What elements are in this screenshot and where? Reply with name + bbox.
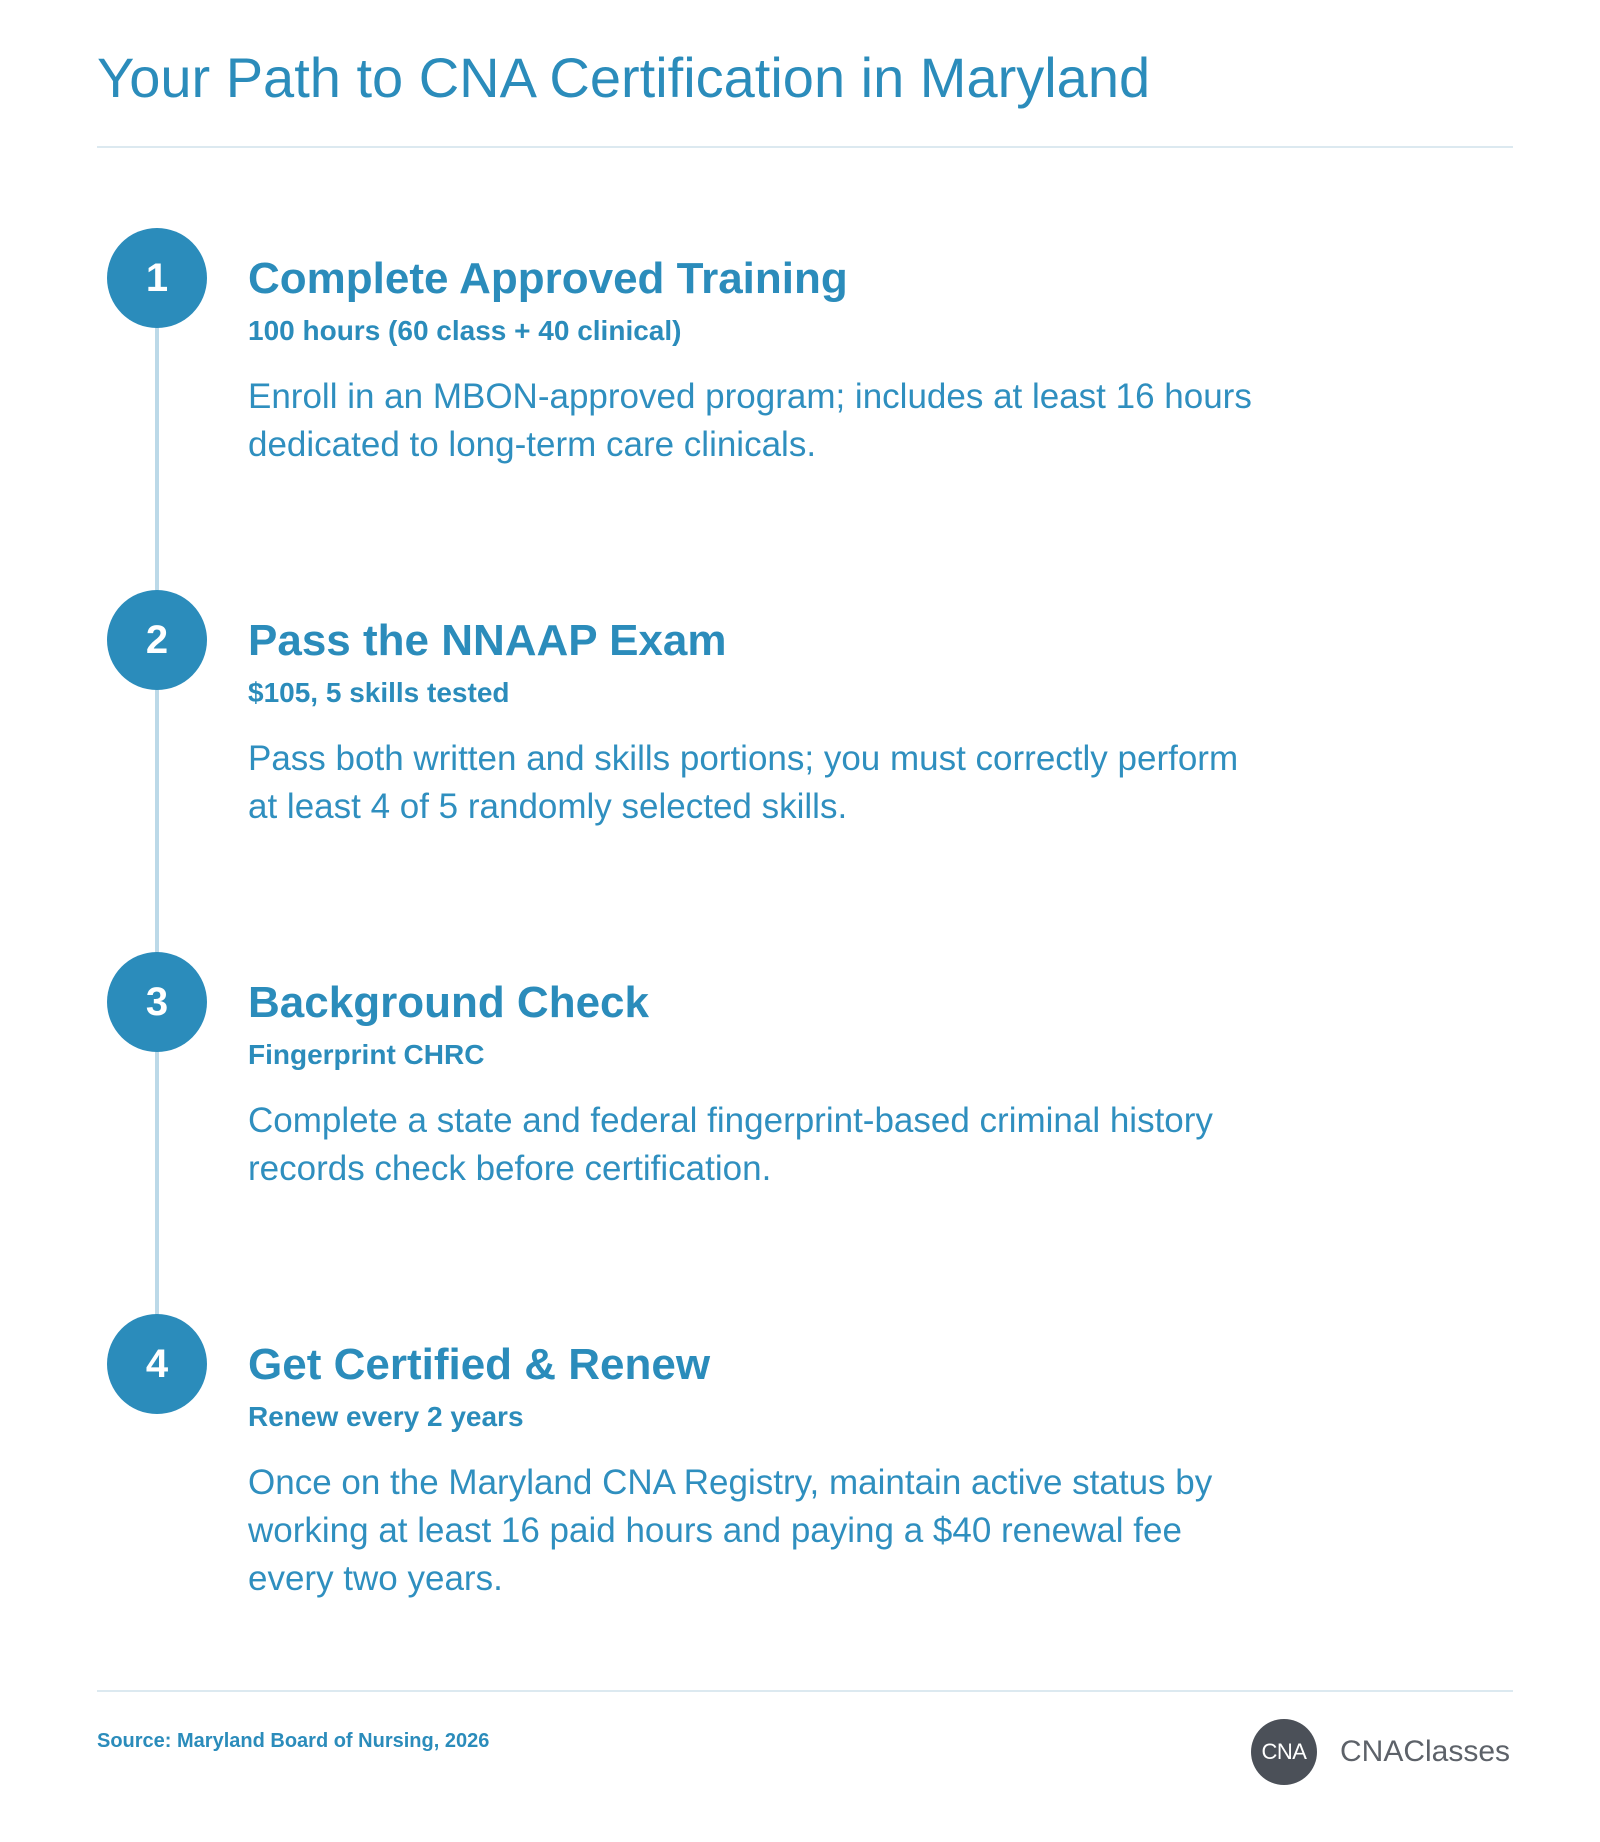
step-2-title: Pass the NNAAP Exam bbox=[248, 616, 727, 665]
page-title: Your Path to CNA Certification in Maryland bbox=[97, 46, 1151, 109]
step-2-description: Pass both written and skills portions; you must correctly perform at least 4 of 5 randomly selected skills. bbox=[248, 739, 1239, 826]
step-4-title: Get Certified & Renew bbox=[248, 1340, 711, 1389]
step-3 bbox=[248, 977, 1278, 1193]
footer-divider bbox=[97, 1690, 1513, 1692]
step-3-number-badge: 3 bbox=[107, 952, 207, 1052]
header-divider bbox=[97, 146, 1513, 148]
step-4-number-badge: 4 bbox=[107, 1314, 207, 1414]
step-1-description: Enroll in an MBON-approved program; includes at least 16 hours dedicated to long-term care clinicals. bbox=[248, 377, 1252, 464]
step-4-description: Once on the Maryland CNA Registry, maintain active status by working at least 16 paid hours and paying a $40 renewal fee every two years. bbox=[248, 1463, 1213, 1598]
step-2-subtitle: $105, 5 skills tested bbox=[248, 677, 510, 708]
cna-logo-icon: CNA bbox=[1251, 1719, 1317, 1785]
timeline-connector bbox=[155, 280, 159, 1340]
step-1-subtitle: 100 hours (60 class + 40 clinical) bbox=[248, 315, 682, 346]
step-1 bbox=[248, 253, 1278, 469]
source-citation: Source: Maryland Board of Nursing, 2026 bbox=[97, 1730, 490, 1752]
step-4-subtitle: Renew every 2 years bbox=[248, 1401, 524, 1432]
step-2 bbox=[248, 615, 1278, 831]
step-3-title: Background Check bbox=[248, 978, 649, 1027]
step-3-description: Complete a state and federal fingerprint-based criminal history records check before certification. bbox=[248, 1101, 1213, 1188]
brand-name: CNAClasses bbox=[1340, 1735, 1511, 1768]
step-3-subtitle: Fingerprint CHRC bbox=[248, 1039, 485, 1070]
step-1-title: Complete Approved Training bbox=[248, 254, 848, 303]
step-4 bbox=[248, 1339, 1278, 1603]
step-1-number-badge: 1 bbox=[107, 228, 207, 328]
step-2-number-badge: 2 bbox=[107, 590, 207, 690]
